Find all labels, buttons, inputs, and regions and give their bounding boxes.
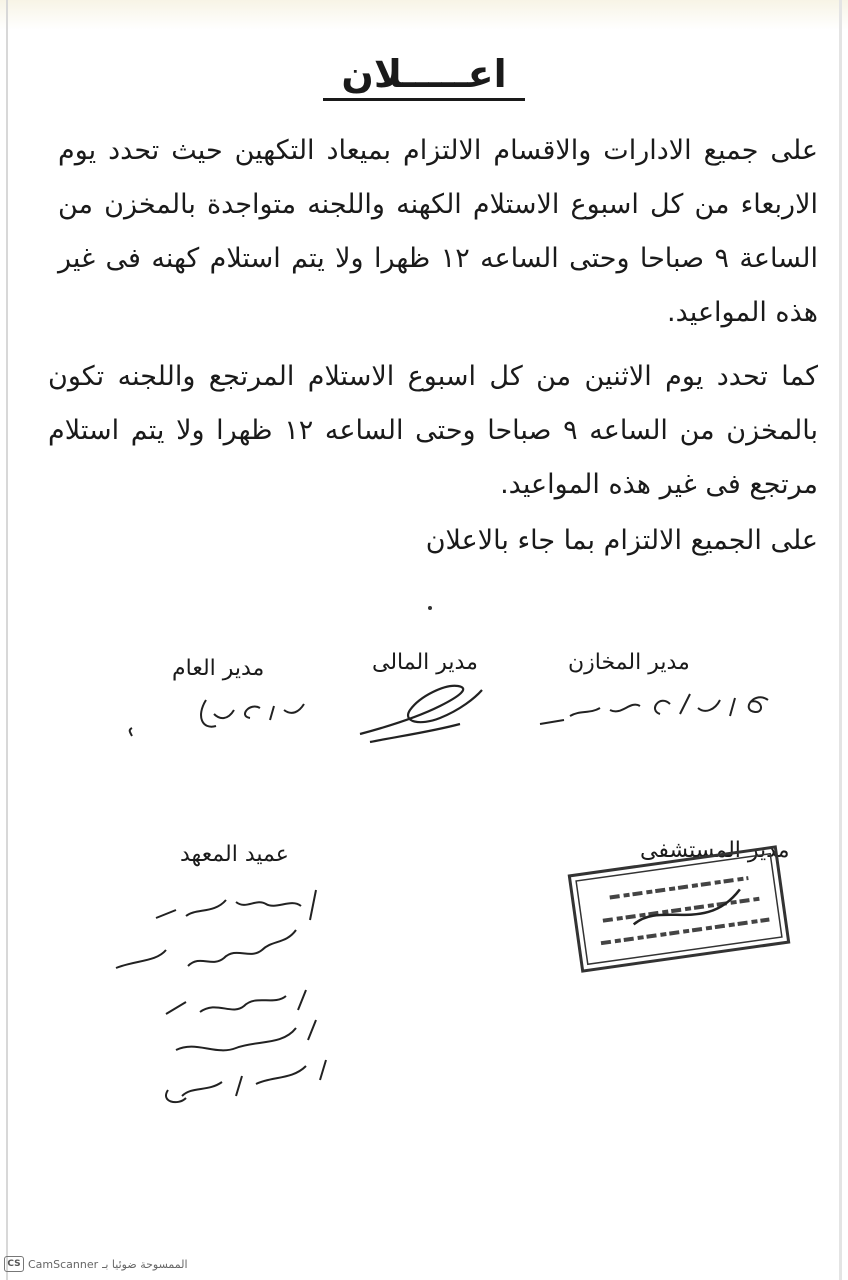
scanner-footer <box>4 1254 188 1274</box>
signature-label-institute-dean: عميد المعهد <box>180 842 289 867</box>
scanner-name: CamScanner <box>28 1257 99 1271</box>
official-stamp <box>566 844 792 975</box>
scanner-caption: الممسوحة ضوئيا بـ <box>102 1257 188 1271</box>
signature-label-finance-manager: مدير المالى <box>372 650 478 675</box>
ink-dot <box>428 606 432 610</box>
stores-manager-signature <box>530 680 780 740</box>
announcement-title-text: اعـــــلان <box>323 52 524 101</box>
signature-label-general-manager: مدير العام <box>172 656 265 681</box>
finance-manager-signature <box>350 676 490 748</box>
camscanner-logo-icon: CS <box>4 1256 24 1272</box>
dean-handwritten-approval <box>96 870 336 1130</box>
announcement-title <box>0 52 848 96</box>
paragraph-disposal-schedule: على جميع الادارات والاقسام الالتزام بميعاد التكهين حيث تحدد يوم الاربعاء من كل اسبوع الاستلام الكهنه واللجنه متواجدة بالمخزن من الساعة ٩ صباحا وحتى الساعه ١٢ ظهرا ولا يتم استلام كهنه فى غير هذه المواعيد. <box>58 135 818 328</box>
general-manager-signature <box>124 686 314 742</box>
scan-edge-right <box>839 0 842 1280</box>
signature-label-hospital-director: مدير المستشفى <box>640 838 790 863</box>
paragraph-returns-schedule: كما تحدد يوم الاثنين من كل اسبوع الاستلام المرتجع واللجنه تكون بالمخزن من الساعه ٩ صباحا وحتى الساعه ١٢ ظهرا ولا يتم استلام مرتجع فى غير هذه المواعيد. <box>48 361 819 500</box>
signature-label-stores-manager: مدير المخازن <box>568 650 690 675</box>
scan-edge-left <box>6 0 8 1280</box>
paragraph-compliance: على الجميع الالتزام بما جاء بالاعلان <box>425 525 818 556</box>
